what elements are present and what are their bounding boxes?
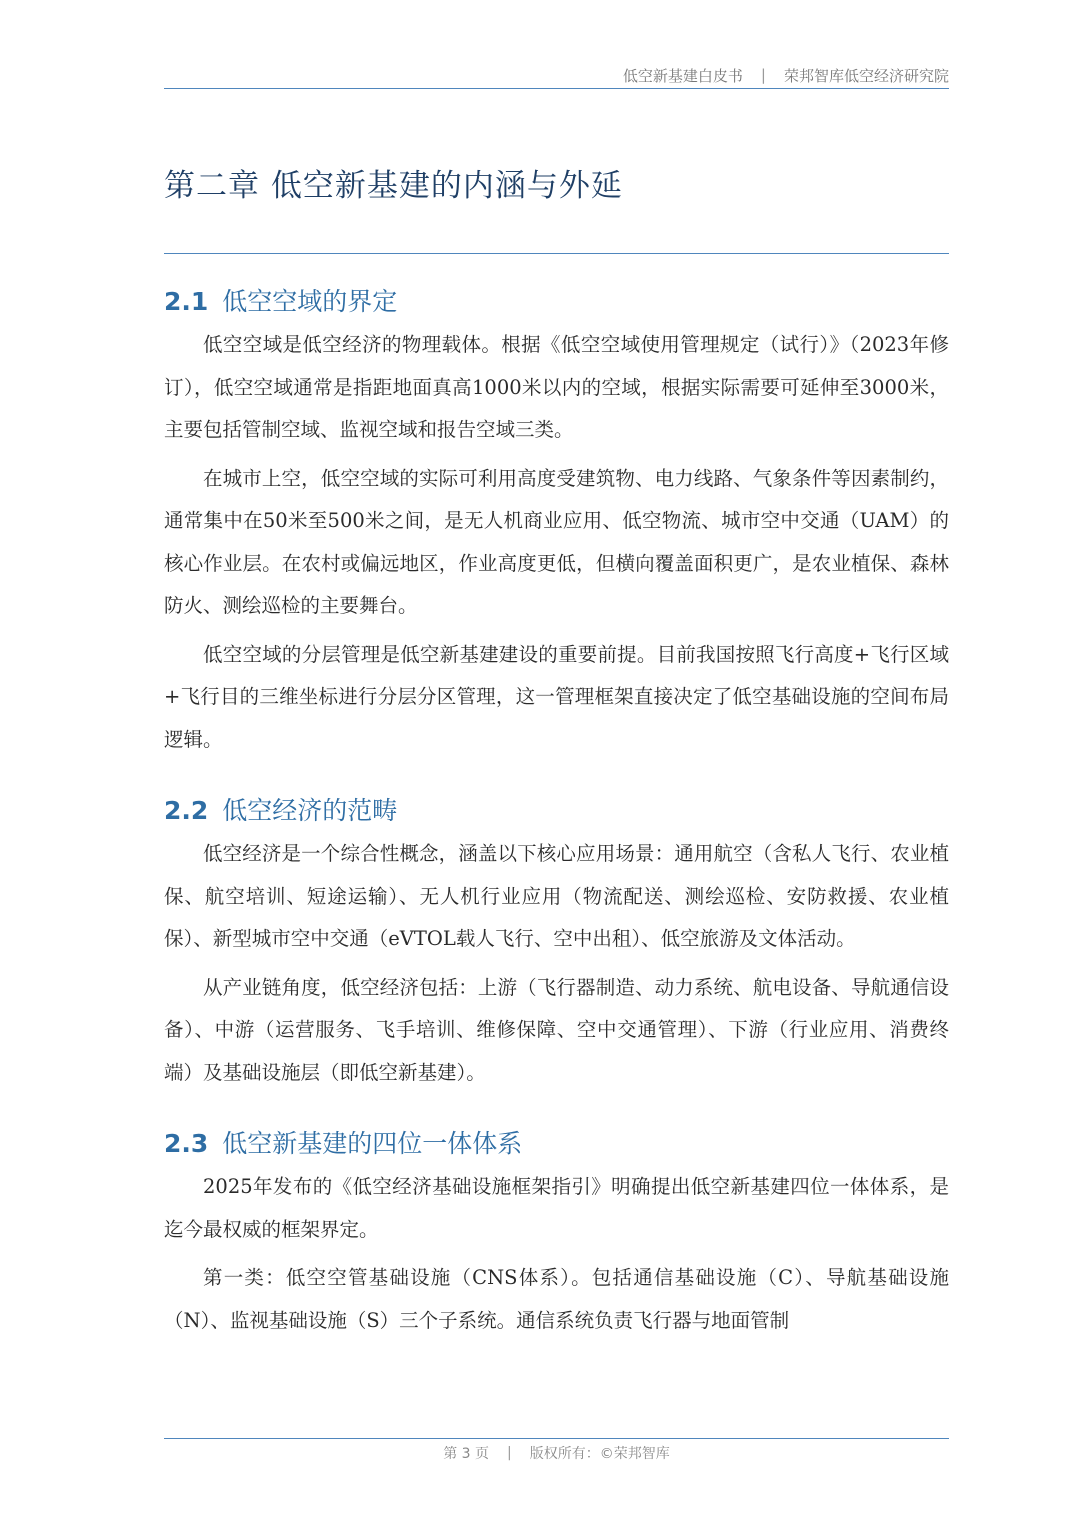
footer-separator: | [507,1445,512,1461]
paragraph: 在城市上空，低空空域的实际可利用高度受建筑物、电力线路、气象条件等因素制约，通常集中在50米至500米之间，是无人机商业应用、低空物流、城市空中交通（UAM）的核心作业层。在农村或偏远地区，作业高度更低，但横向覆盖面积更广，是农业植保、森林防火、测绘巡检的主要舞台。 [164,466,949,617]
section-number: 2.2 [164,796,209,825]
copyright: 版权所有：©荣邦智库 [529,1446,670,1462]
page-footer [164,1442,949,1464]
section-number: 2.3 [164,1129,209,1158]
section-heading-2-2 [164,789,949,833]
section-title-text: 低空经济的范畴 [222,796,398,825]
section-number: 2.1 [164,287,209,316]
paragraph: 2025年发布的《低空经济基础设施框架指引》明确提出低空新基建四位一体体系，是迄今最权威的框架界定。 [164,1175,949,1241]
header-org: 荣邦智库低空经济研究院 [783,66,949,85]
chapter-divider [164,253,949,254]
chapter-title: 第二章 低空新基建的内涵与外延 [164,168,623,204]
page-number: 第 3 页 [443,1446,490,1462]
paragraph: 低空空域是低空经济的物理载体。根据《低空空域使用管理规定（试行）》（2023年修订），低空空域通常是指距地面真高1000米以内的空域，根据实际需要可延伸至3000米，主要包括管制空域、监视空域和报告空域三类。 [164,333,949,441]
section-heading-2-1 [164,280,949,324]
paragraph: 低空空域的分层管理是低空新基建建设的重要前提。目前我国按照飞行高度+飞行区域+飞行目的三维坐标进行分层分区管理，这一管理框架直接决定了低空基础设施的空间布局逻辑。 [164,642,949,751]
section-title-text: 低空空域的界定 [222,287,398,316]
paragraph: 低空经济是一个综合性概念，涵盖以下核心应用场景：通用航空（含私人飞行、农业植保、航空培训、短途运输）、无人机行业应用（物流配送、测绘巡检、安防救援、农业植保）、新型城市空中交通（eVTOL载人飞行、空中出租）、低空旅游及文体活动。 [164,842,949,950]
header-separator: | [760,66,766,84]
page-content [164,280,949,1348]
footer-divider [164,1438,949,1439]
paragraph: 从产业链角度，低空经济包括：上游（飞行器制造、动力系统、航电设备、导航通信设备）、中游（运营服务、飞手培训、维修保障、空中交通管理）、下游（行业应用、消费终端）及基础设施层（即低空新基建）。 [164,975,949,1084]
header-doc-title: 低空新基建白皮书 [622,66,743,85]
section-title-text: 低空新基建的四位一体体系 [222,1129,523,1158]
page-header [164,62,949,89]
section-heading-2-3 [164,1122,949,1166]
paragraph: 第一类：低空空管基础设施（CNS体系）。包括通信基础设施（C）、导航基础设施（N）、监视基础设施（S）三个子系统。通信系统负责飞行器与地面管制 [164,1266,949,1332]
